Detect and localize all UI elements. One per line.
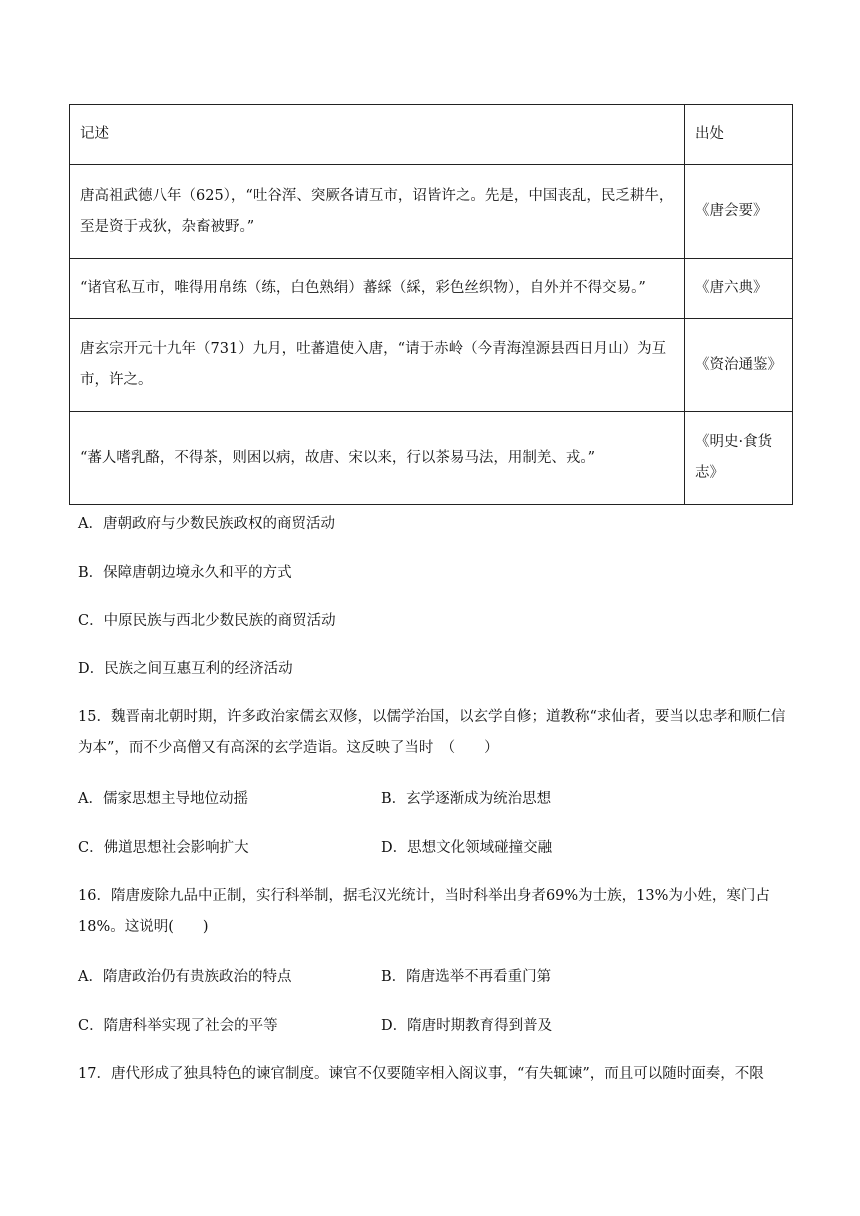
source-table: [69, 104, 793, 505]
q14-option-b: B．保障唐朝边境永久和平的方式: [78, 565, 292, 581]
record-cell: 唐玄宗开元十九年（731）九月，吐蕃遣使入唐，“请于赤岭（今青海湟源县西日月山）为互市，许之。: [70, 319, 685, 412]
q15-option-d: D．思想文化领域碰撞交融: [381, 840, 553, 856]
table-row: [70, 259, 793, 319]
source-cell: 《唐六典》: [685, 259, 793, 319]
q16-option-c: C．隋唐科举实现了社会的平等: [78, 1018, 278, 1034]
source-cell: 《唐会要》: [685, 165, 793, 259]
q15-option-a: A．儒家思想主导地位动摇: [78, 791, 248, 807]
q17-stem: 17．唐代形成了独具特色的谏官制度。谏官不仅要随宰相入阁议事，“有失辄谏”，而且可以随时面奏，不限: [78, 1066, 764, 1082]
record-cell: 唐高祖武德八年（625），“吐谷浑、突厥各请互市，诏皆许之。先是，中国丧乱，民乏耕牛，至是资于戎狄，杂畜被野。”: [70, 165, 685, 259]
q16-option-d: D．隋唐时期教育得到普及: [381, 1018, 553, 1034]
q15-option-c: C．佛道思想社会影响扩大: [78, 840, 249, 856]
q16-option-a: A．隋唐政治仍有贵族政治的特点: [78, 969, 292, 985]
q14-option-c: C．中原民族与西北少数民族的商贸活动: [78, 613, 336, 629]
record-cell: “蕃人嗜乳酪，不得茶，则困以病，故唐、宋以来，行以茶易马法，用制羌、戎。”: [70, 412, 685, 505]
table-header-row: [70, 105, 793, 165]
source-cell: 《明史·食货志》: [685, 412, 793, 505]
source-cell: 《资治通鉴》: [685, 319, 793, 412]
table-row: [70, 412, 793, 505]
q14-option-a: A．唐朝政府与少数民族政权的商贸活动: [78, 516, 335, 532]
q16-option-b: B．隋唐选举不再看重门第: [381, 969, 552, 985]
table-row: [70, 319, 793, 412]
record-cell: “诸官私互市，唯得用帛练（练，白色熟绢）蕃綵（綵，彩色丝织物），自外并不得交易。”: [70, 259, 685, 319]
q15-stem: 15．魏晋南北朝时期，许多政治家儒玄双修，以儒学治国，以玄学自修；道教称“求仙者，要当以忠孝和顺仁信为本”，而不少高僧又有高深的玄学造诣。这反映了当时 （ ）: [78, 709, 786, 756]
q16-stem: 16．隋唐废除九品中正制，实行科举制，据毛汉光统计，当时科举出身者69%为士族，13%为小姓，寒门占18%。这说明( ): [78, 888, 770, 935]
q15-option-b: B．玄学逐渐成为统治思想: [381, 791, 552, 807]
header-record: 记述: [70, 105, 685, 165]
header-source: 出处: [685, 105, 793, 165]
table-row: [70, 165, 793, 259]
q14-option-d: D．民族之间互惠互利的经济活动: [78, 661, 293, 677]
